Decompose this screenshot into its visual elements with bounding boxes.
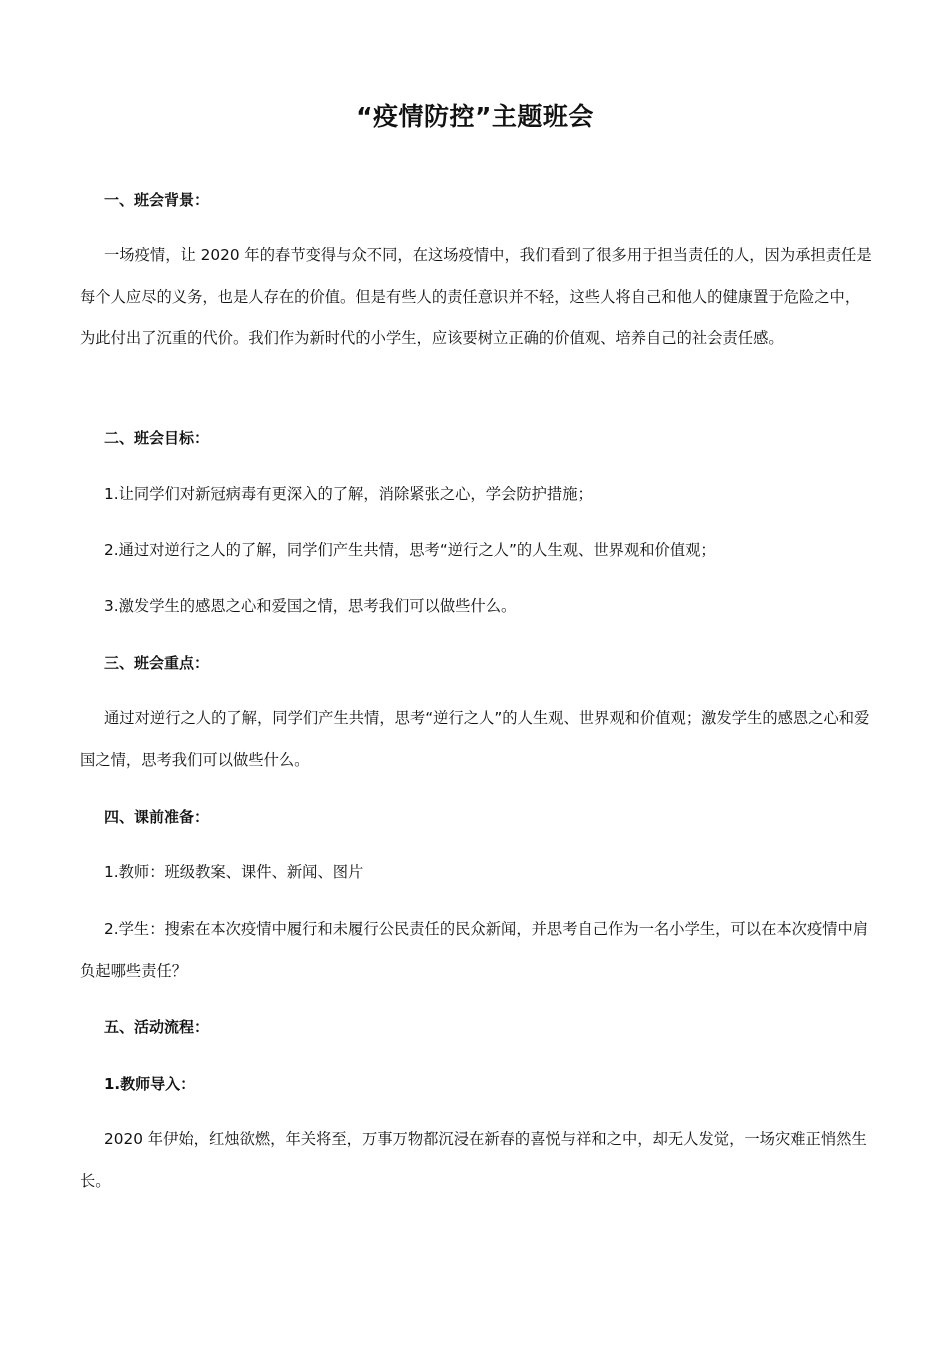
- section-heading-preparation: 四、课前准备：: [104, 808, 210, 826]
- document-title: “疫情防控”主题班会: [356, 102, 594, 131]
- section-heading-background: 一、班会背景：: [104, 191, 210, 209]
- goal-item-1: 1.让同学们对新冠病毒有更深入的了解，消除紧张之心，学会防护措施；: [104, 485, 593, 503]
- preparation-item-teacher: 1.教师：班级教案、课件、新闻、图片: [104, 863, 364, 881]
- section-heading-goals: 二、班会目标：: [104, 429, 210, 447]
- section-paragraph-background: 一场疫情，让 2020 年的春节变得与众不同，在这场疫情中，我们看到了很多用于担当责任的人，因为承担责任是每个人应尽的义务，也是人存在的价值。但是有些人的责任意识并不轻，这些人将自己和他人的健康置于危险之中，为此付出了沉重的代价。我们作为新时代的小学生，应该要树立正确的价值观、培养自己的社会责任感。: [80, 246, 872, 347]
- preparation-item-student: 2.学生：搜索在本次疫情中履行和未履行公民责任的民众新闻，并思考自己作为一名小学生，可以在本次疫情中肩负起哪些责任？: [80, 920, 869, 980]
- section-paragraph-focus: 通过对逆行之人的了解，同学们产生共情，思考“逆行之人”的人生观、世界观和价值观；激发学生的感恩之心和爱国之情，思考我们可以做些什么。: [80, 709, 870, 769]
- goal-item-3: 3.激发学生的感恩之心和爱国之情，思考我们可以做些什么。: [104, 597, 517, 615]
- section-heading-focus: 三、班会重点：: [104, 654, 210, 672]
- goal-item-2: 2.通过对逆行之人的了解，同学们产生共情，思考“逆行之人”的人生观、世界观和价值观；: [104, 541, 716, 559]
- subheading-teacher-intro: 1.教师导入：: [104, 1075, 196, 1093]
- section-paragraph-intro: 2020 年伊始，红烛欲燃，年关将至，万事万物都沉浸在新春的喜悦与祥和之中，却无人发觉，一场灾难正悄然生长。: [80, 1130, 867, 1190]
- section-heading-process: 五、活动流程：: [104, 1018, 210, 1036]
